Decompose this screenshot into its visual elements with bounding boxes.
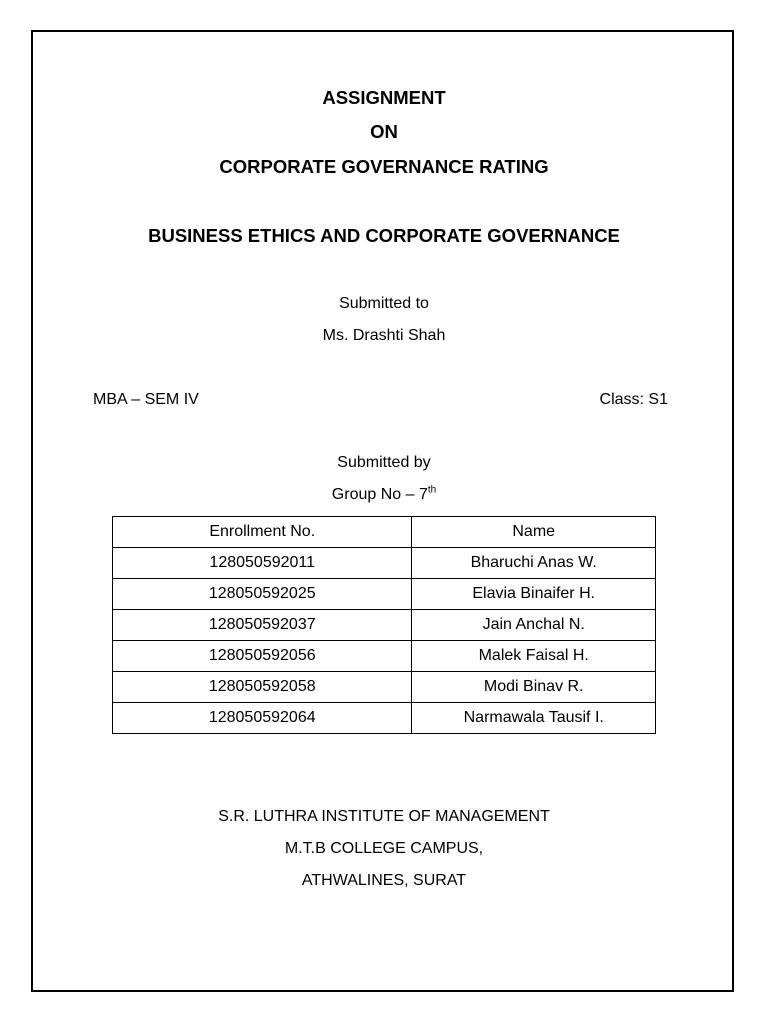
submitted-to-name: Ms. Drashti Shah: [322, 327, 446, 344]
group-number-text: Group No – 7: [331, 486, 428, 503]
enrollment-cell: 128050592058: [113, 672, 412, 703]
subject-heading: BUSINESS ETHICS AND CORPORATE GOVERNANCE: [148, 225, 620, 246]
name-cell: Jain Anchal N.: [412, 610, 656, 641]
enrollment-cell: 128050592037: [113, 610, 412, 641]
table-row: [113, 672, 656, 703]
group-number: [0, 486, 768, 504]
institute-location: ATHWALINES, SURAT: [301, 872, 467, 889]
table-header-row: [113, 517, 656, 548]
institute-campus: M.T.B COLLEGE CAMPUS,: [284, 840, 484, 857]
enrollment-cell: 128050592056: [113, 641, 412, 672]
name-cell: Elavia Binaifer H.: [412, 579, 656, 610]
header-name: Name: [412, 517, 656, 548]
table-row: [113, 548, 656, 579]
name-cell: Narmawala Tausif I.: [412, 703, 656, 734]
enrollment-table: [112, 516, 656, 734]
class-label: Class: S1: [599, 391, 668, 408]
title-line-3: CORPORATE GOVERNANCE RATING: [219, 156, 549, 177]
table-row: [113, 610, 656, 641]
enrollment-cell: 128050592064: [113, 703, 412, 734]
table-row: [113, 641, 656, 672]
header-enrollment: Enrollment No.: [113, 517, 412, 548]
title-line-2: ON: [370, 121, 398, 142]
submitted-by-label: Submitted by: [337, 454, 431, 471]
name-cell: Modi Binav R.: [412, 672, 656, 703]
name-cell: Bharuchi Anas W.: [412, 548, 656, 579]
institute-name: S.R. LUTHRA INSTITUTE OF MANAGEMENT: [218, 808, 550, 825]
name-cell: Malek Faisal H.: [412, 641, 656, 672]
submitted-to-label: Submitted to: [339, 295, 429, 312]
enrollment-cell: 128050592011: [113, 548, 412, 579]
program-label: MBA – SEM IV: [93, 391, 199, 408]
title-line-1: ASSIGNMENT: [322, 87, 446, 108]
table-row: [113, 579, 656, 610]
enrollment-cell: 128050592025: [113, 579, 412, 610]
group-number-suffix: th: [427, 484, 437, 496]
table-row: [113, 703, 656, 734]
